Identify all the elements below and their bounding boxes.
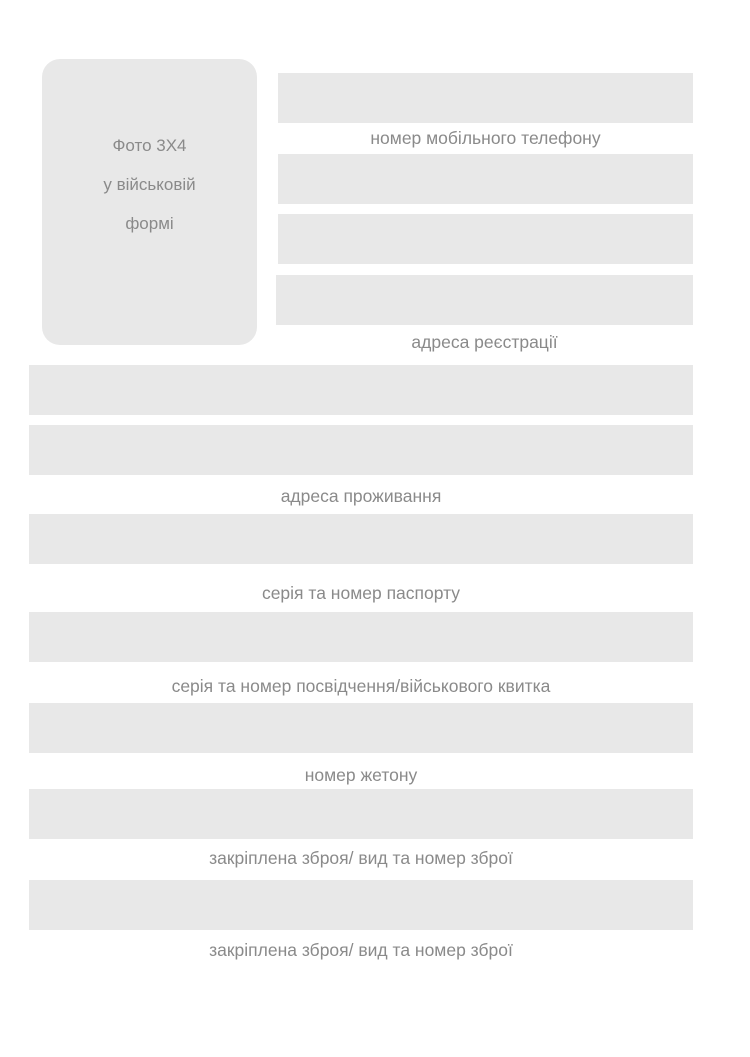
military-id-label: серія та номер посвідчення/військового квитка [171, 676, 551, 696]
weapon-field-1[interactable] [29, 789, 693, 839]
weapon-label-2: закріплена зброя/ вид та номер зброї [209, 940, 513, 960]
registration-address-field-2[interactable] [29, 365, 693, 415]
mobile-phone-label: номер мобільного телефону [370, 128, 601, 148]
mobile-phone-field[interactable] [278, 73, 693, 123]
residence-address-field[interactable] [29, 425, 693, 475]
photo-placeholder[interactable] [42, 59, 257, 345]
photo-caption-line-1: Фото 3Х4 [112, 135, 187, 155]
weapon-label-1: закріплена зброя/ вид та номер зброї [209, 848, 513, 868]
passport-label: серія та номер паспорту [261, 583, 461, 603]
field-top-2[interactable] [278, 154, 693, 204]
tag-number-field[interactable] [29, 703, 693, 753]
weapon-field-2[interactable] [29, 880, 693, 930]
registration-address-label: адреса реєстрації [411, 332, 558, 352]
tag-number-label: номер жетону [304, 765, 418, 785]
residence-address-label: адреса проживання [280, 486, 442, 506]
passport-field[interactable] [29, 514, 693, 564]
field-top-3[interactable] [278, 214, 693, 264]
registration-address-field[interactable] [276, 275, 693, 325]
photo-caption-line-3: формі [125, 213, 174, 233]
military-id-field[interactable] [29, 612, 693, 662]
photo-caption-line-2: у військовій [103, 174, 196, 194]
